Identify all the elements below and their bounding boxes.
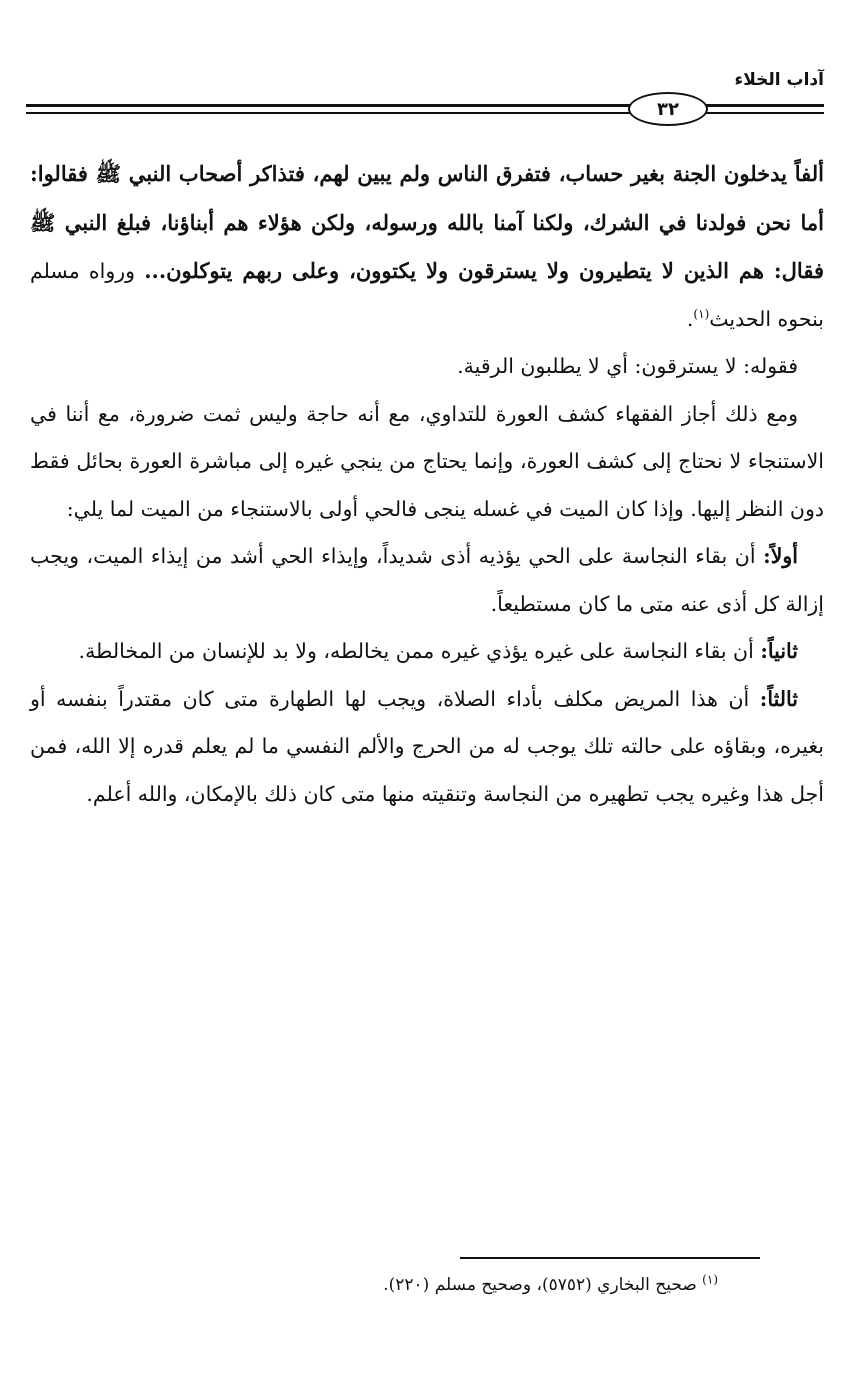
footnote <box>118 1270 718 1300</box>
point-second-label: ثانياً: <box>760 639 798 663</box>
point-second <box>30 628 824 676</box>
footnote-rule <box>460 1257 760 1259</box>
point-third-text: أن هذا المريض مكلف بأداء الصلاة، ويجب لها الطهارة متى كان مقتدراً بنفسه أو بغيره، وبقاؤه على حالته تلك يوجب له من الحرج والألم النفسي ما لم يعلم قدره إلا الله، فمن أجل هذا وغيره يجب تطهيره من النجاسة وتنقيته منها متى كان ذلك بالإمكان، والله أعلم. <box>30 686 824 806</box>
discussion-paragraph: ومع ذلك أجاز الفقهاء كشف العورة للتداوي، مع أنه حاجة وليس ثمت ضرورة، مع أننا في الاستنجاء لا نحتاج إلى كشف العورة، وإنما يحتاج من ينجي غيره إلى مباشرة العورة بحائل فقط دون النظر إليها. وإذا كان الميت في غسله ينجى فالحي أولى بالاستنجاء من الميت لما يلي: <box>30 401 824 521</box>
point-first <box>30 533 824 628</box>
hadith-paragraph <box>30 150 824 343</box>
hadith-source: ورواه مسلم بنحوه الحديث <box>30 259 824 331</box>
point-first-label: أولاً: <box>763 544 798 568</box>
hadith-end: . <box>686 306 694 331</box>
footnote-marker: (١) <box>693 306 710 321</box>
page-number: ٣٢ <box>628 92 708 126</box>
point-first-text: أن بقاء النجاسة على الحي يؤذيه أذى شديداً، وإيذاء الحي أشد من إيذاء الميت، ويجب إزالة كل أذى عنه متى ما كان مستطيعاً. <box>30 544 824 616</box>
footnote-text: صحيح البخاري (٥٧٥٢)، وصحيح مسلم (٢٢٠). <box>383 1275 697 1295</box>
running-head-title: آداب الخلاء <box>734 70 824 90</box>
footnote-ref: (١) <box>702 1272 718 1287</box>
body-text <box>30 150 824 818</box>
hadith-text: ألفاً يدخلون الجنة بغير حساب، فتفرق الناس ولم يبين لهم، فتذاكر أصحاب النبي ﷺ فقالوا: أما نحن فولدنا في الشرك، ولكنا آمنا بالله ورسوله، ولكن هؤلاء هم أبناؤنا، فبلغ النبي ﷺ فقال: هم الذين لا يتطيرون ولا يسترقون ولا يكتوون، وعلى ربهم يتوكلون... <box>30 161 824 283</box>
explanation-paragraph: فقوله: لا يسترقون: أي لا يطلبون الرقية. <box>457 354 798 378</box>
point-second-text: أن بقاء النجاسة على غيره يؤذي غيره ممن يخالطه، ولا بد للإنسان من المخالطة. <box>78 639 754 663</box>
point-third <box>30 676 824 819</box>
point-third-label: ثالثاً: <box>759 686 798 711</box>
